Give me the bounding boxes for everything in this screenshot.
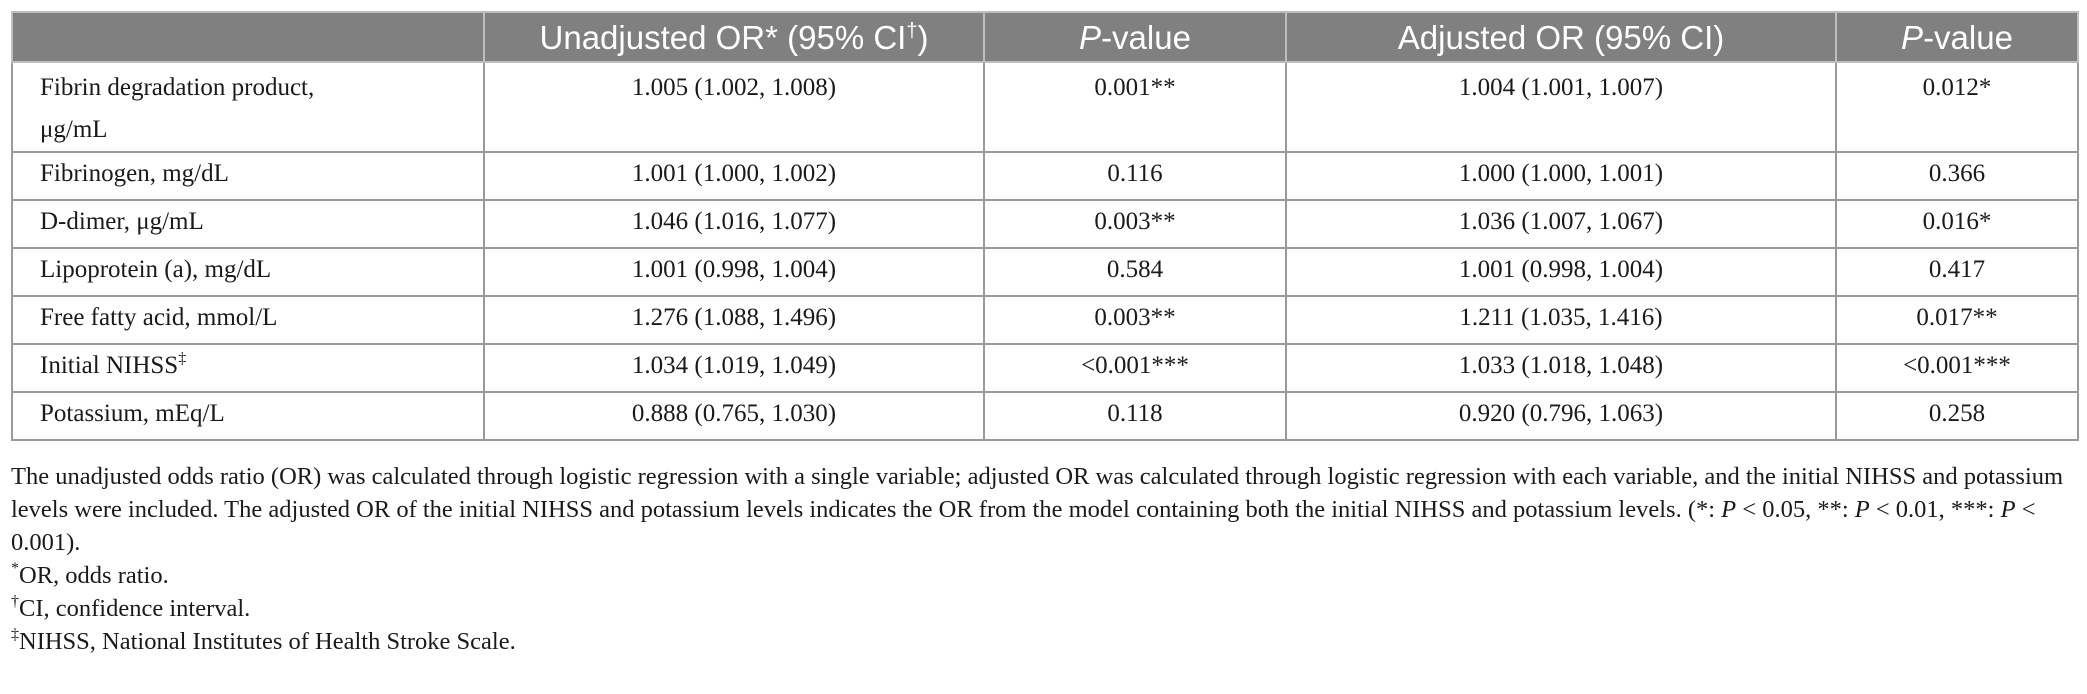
adjusted-or-cell: 1.211 (1.035, 1.416) <box>1286 296 1836 344</box>
unadjusted-or-cell: 1.001 (1.000, 1.002) <box>484 152 984 200</box>
p-value-cell: 0.003** <box>984 296 1286 344</box>
p-value-cell: 0.012* <box>1836 62 2078 152</box>
odds-ratio-table <box>11 11 2079 441</box>
header-p-value-1: P-value <box>984 12 1286 62</box>
row-label: Fibrinogen, mg/dL <box>12 152 484 200</box>
row-label: Fibrin degradation product, μg/mL <box>12 62 484 152</box>
header-unadjusted-or: Unadjusted OR* (95% CI†) <box>484 12 984 62</box>
p-value-cell: 0.016* <box>1836 200 2078 248</box>
adjusted-or-cell: 1.004 (1.001, 1.007) <box>1286 62 1836 152</box>
row-label: D-dimer, μg/mL <box>12 200 484 248</box>
unadjusted-or-cell: 1.034 (1.019, 1.049) <box>484 344 984 392</box>
p-value-cell: 0.001** <box>984 62 1286 152</box>
p-value-cell: 0.003** <box>984 200 1286 248</box>
footnote-main: The unadjusted odds ratio (OR) was calculated through logistic regression with a single variable; adjusted OR was calculated through logistic regression with each variable, and the initial NIHSS and potassium levels were included. The adjusted OR of the initial NIHSS and potassium levels indicates the OR from the model containing both the initial NIHSS and potassium levels. (*: P < 0.05, **: P < 0.01, ***: P < 0.001). <box>11 463 2064 556</box>
p-value-cell: 0.366 <box>1836 152 2078 200</box>
adjusted-or-cell: 1.001 (0.998, 1.004) <box>1286 248 1836 296</box>
table-row <box>12 62 2078 152</box>
table-row <box>12 296 2078 344</box>
footnote-nihss: ‡NIHSS, National Institutes of Health Stroke Scale. <box>11 626 516 655</box>
row-label: Lipoprotein (a), mg/dL <box>12 248 484 296</box>
header-variable <box>12 12 484 62</box>
table-row <box>12 200 2078 248</box>
table-row <box>12 248 2078 296</box>
p-value-cell: 0.017** <box>1836 296 2078 344</box>
p-value-cell: <0.001*** <box>1836 344 2078 392</box>
header-p-value-2: P-value <box>1836 12 2078 62</box>
table-row <box>12 392 2078 440</box>
table-row <box>12 344 2078 392</box>
table-row <box>12 152 2078 200</box>
table-footnotes <box>11 460 2077 658</box>
adjusted-or-cell: 1.036 (1.007, 1.067) <box>1286 200 1836 248</box>
row-label: Potassium, mEq/L <box>12 392 484 440</box>
unadjusted-or-cell: 1.276 (1.088, 1.496) <box>484 296 984 344</box>
adjusted-or-cell: 1.000 (1.000, 1.001) <box>1286 152 1836 200</box>
p-value-cell: 0.258 <box>1836 392 2078 440</box>
row-label: Free fatty acid, mmol/L <box>12 296 484 344</box>
p-value-cell: 0.417 <box>1836 248 2078 296</box>
row-label: Initial NIHSS‡ <box>12 344 484 392</box>
header-adjusted-or: Adjusted OR (95% CI) <box>1286 12 1836 62</box>
adjusted-or-cell: 0.920 (0.796, 1.063) <box>1286 392 1836 440</box>
footnote-ci: †CI, confidence interval. <box>11 593 251 622</box>
unadjusted-or-cell: 1.046 (1.016, 1.077) <box>484 200 984 248</box>
unadjusted-or-cell: 0.888 (0.765, 1.030) <box>484 392 984 440</box>
p-value-cell: 0.584 <box>984 248 1286 296</box>
header-row <box>12 12 2078 62</box>
p-value-cell: 0.118 <box>984 392 1286 440</box>
p-value-cell: <0.001*** <box>984 344 1286 392</box>
adjusted-or-cell: 1.033 (1.018, 1.048) <box>1286 344 1836 392</box>
footnote-or: *OR, odds ratio. <box>11 560 169 589</box>
unadjusted-or-cell: 1.001 (0.998, 1.004) <box>484 248 984 296</box>
p-value-cell: 0.116 <box>984 152 1286 200</box>
unadjusted-or-cell: 1.005 (1.002, 1.008) <box>484 62 984 152</box>
